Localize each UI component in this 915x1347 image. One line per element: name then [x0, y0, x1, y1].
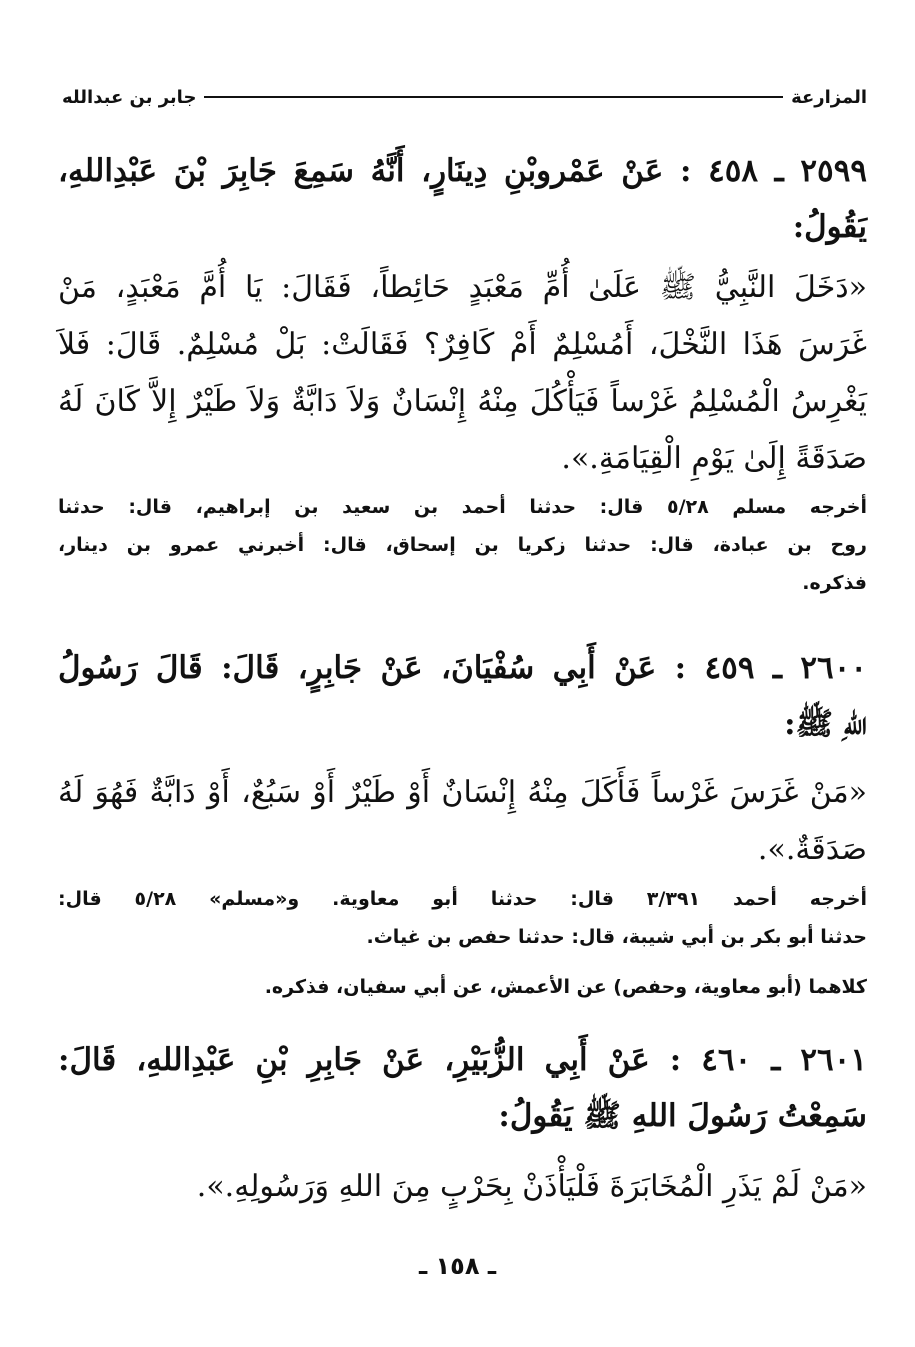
- text-line: كلاهما (أبو معاوية، وحفص) عن الأعمش، عن أبي سفيان، فذكره.: [264, 976, 867, 998]
- hadith-2600-takhrij: [58, 880, 867, 1006]
- hadith-2599-matn: [58, 259, 867, 487]
- chapter-title: المزارعة: [791, 86, 867, 108]
- text-line: يَغْرِسُ الْمُسْلِمُ غَرْساً فَيَأْكُلَ مِنْهُ إِنْسَانٌ وَلاَ دَابَّةٌ وَلاَ طَيْرٌ إِلاَّ كَانَ لَهُ: [58, 384, 867, 419]
- running-header: [62, 82, 867, 112]
- header-rule: [204, 96, 783, 98]
- hadith-2601-isnad: [58, 1032, 867, 1144]
- page-number: ـ ١٥٨ ـ: [418, 1252, 497, 1280]
- text-line: «مَنْ غَرَسَ غَرْساً فَأَكَلَ مِنْهُ إِنْسَانٌ أَوْ طَيْرٌ أَوْ سَبُعٌ، أَوْ دَابَّةٌ فَهُوَ لَهُ: [58, 775, 867, 810]
- hadith-2601-matn: [58, 1158, 867, 1215]
- text-line: «دَخَلَ النَّبِيُّ ﷺ عَلَىٰ أُمِّ مَعْبَدٍ حَائِطاً، فَقَالَ: يَا أُمَّ مَعْبَدٍ، مَنْ: [58, 270, 867, 305]
- narrator-title: جابر بن عبدالله: [62, 86, 197, 108]
- text-line: صَدَقَةً إِلَىٰ يَوْمِ الْقِيَامَةِ.».: [561, 441, 867, 476]
- hadith-2599-takhrij: [58, 488, 867, 602]
- text-line: أخرجه مسلم ٥/٢٨ قال: حدثنا أحمد بن سعيد بن إبراهيم، قال: حدثنا: [58, 496, 867, 518]
- text-line: حدثنا أبو بكر بن أبي شيبة، قال: حدثنا حفص بن غياث.: [366, 926, 867, 948]
- text-line: غَرَسَ هَذَا النَّخْلَ، أَمُسْلِمٌ أَمْ كَافِرٌ؟ فَقَالَتْ: بَلْ مُسْلِمٌ. قَالَ: فَلاَ: [58, 327, 867, 362]
- text-line: أخرجه أحمد ٣/٣٩١ قال: حدثنا أبو معاوية. و«مسلم» ٥/٢٨ قال:: [58, 888, 867, 910]
- text-line: ٢٥٩٩ ـ ٤٥٨ : عَنْ عَمْروبْنِ دِينَارٍ، أَنَّهُ سَمِعَ جَابِرَ بْنَ عَبْدِاللهِ،: [58, 153, 867, 189]
- text-line: ٢٦٠١ ـ ٤٦٠ : عَنْ أَبِي الزُّبَيْرِ، عَنْ جَابِرِ بْنِ عَبْدِاللهِ، قَالَ:: [58, 1042, 868, 1078]
- hadith-2600-matn: [58, 764, 867, 878]
- text-line: فذكره.: [802, 572, 867, 594]
- text-line: «مَنْ لَمْ يَذَرِ الْمُخَابَرَةَ فَلْيَأْذَنْ بِحَرْبٍ مِنَ اللهِ وَرَسُولِهِ.».: [196, 1169, 867, 1204]
- hadith-2599-isnad: [58, 143, 867, 255]
- text-line: روح بن عبادة، قال: حدثنا زكريا بن إسحاق، قال: أخبرني عمرو بن دينار،: [58, 534, 867, 556]
- text-line: سَمِعْتُ رَسُولَ اللهِ ﷺ يَقُولُ:: [498, 1098, 867, 1134]
- text-line: اللهِ ﷺ:: [784, 706, 867, 742]
- text-line: صَدَقَةٌ.».: [757, 832, 867, 867]
- hadith-2600-isnad: [58, 640, 867, 752]
- text-line: ٢٦٠٠ ـ ٤٥٩ : عَنْ أَبِي سُفْيَانَ، عَنْ جَابِرٍ، قَالَ: قَالَ رَسُولُ: [58, 650, 868, 686]
- text-line: يَقُولُ:: [792, 209, 867, 245]
